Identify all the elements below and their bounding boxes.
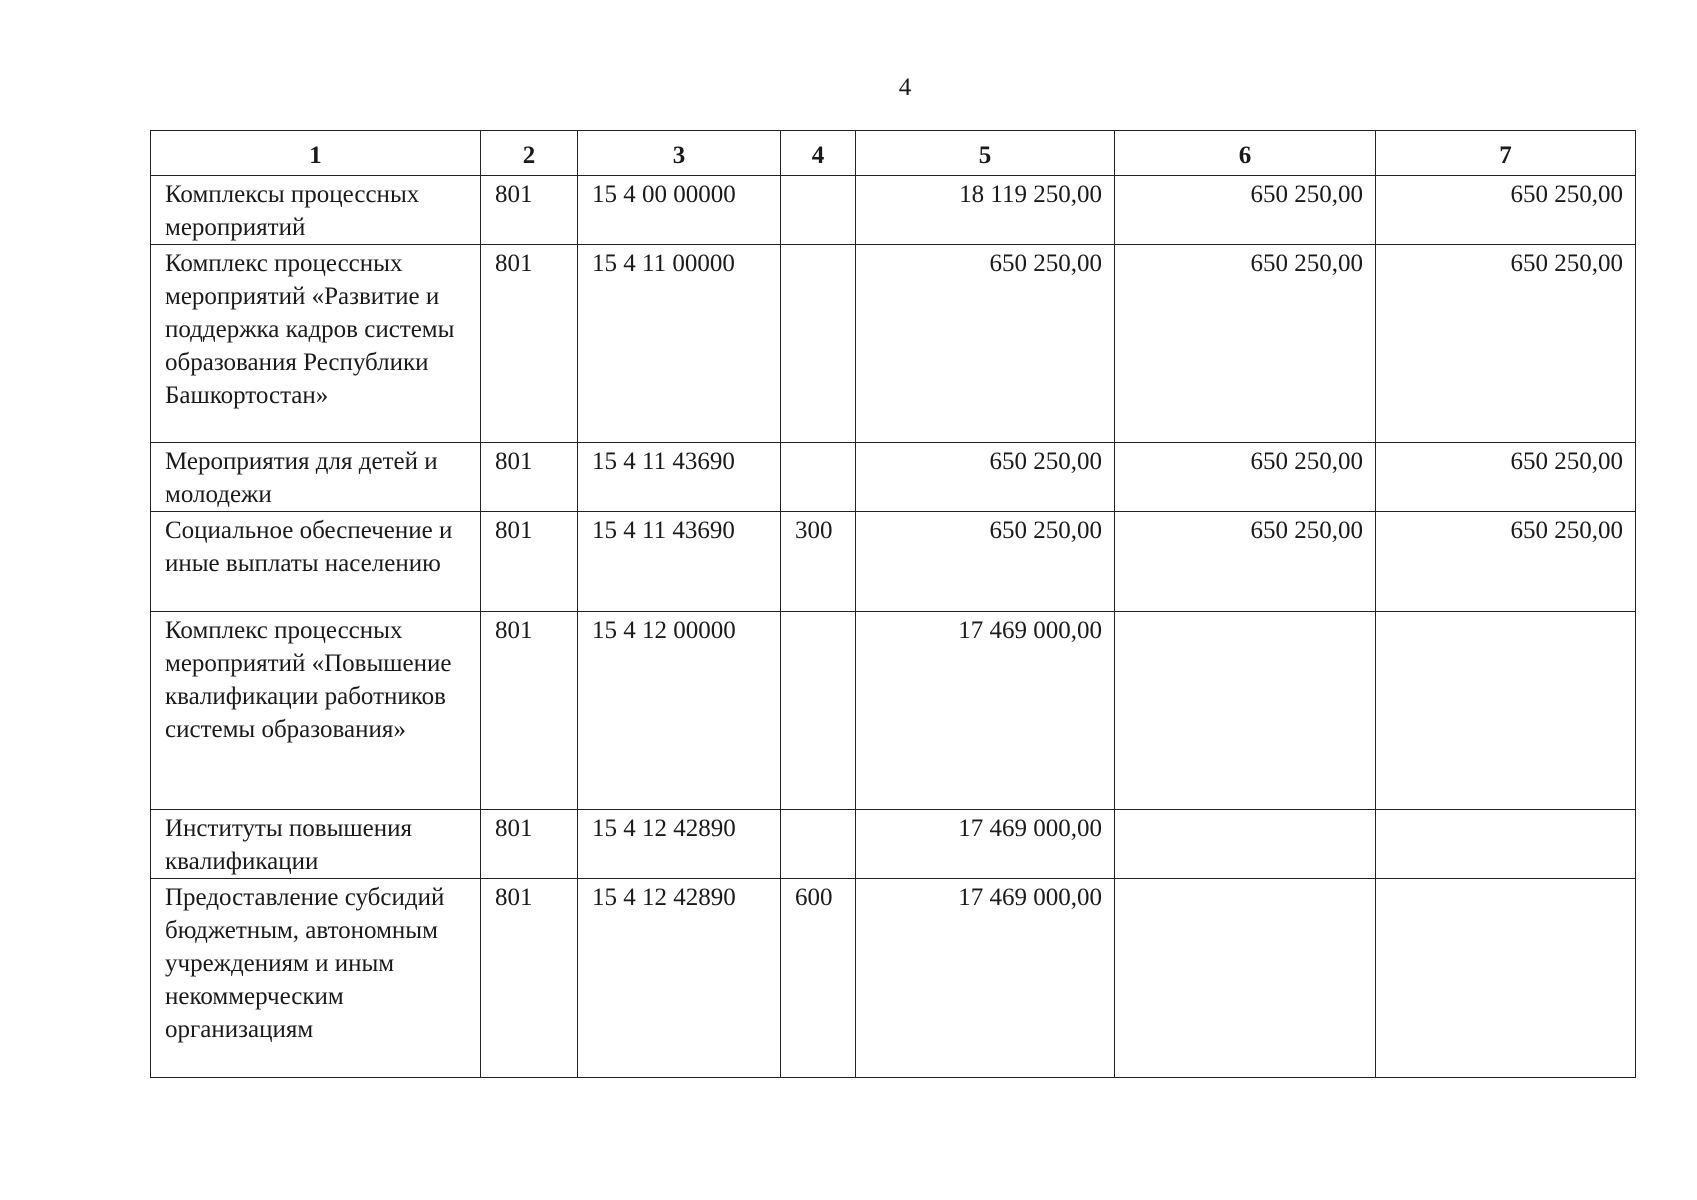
row-name: Комплекс процессных мероприятий «Повышение квалификации работников системы образования» [151,611,481,809]
header-row [151,131,1636,176]
row-amount-col7: 650 250,00 [1376,176,1636,245]
table-row [151,879,1636,1078]
row-target-article: 15 4 12 42890 [578,809,781,878]
row-amount-col7 [1376,611,1636,809]
row-target-article: 15 4 11 43690 [578,512,781,611]
row-expense-type [781,809,856,878]
header-cell-2: 2 [481,131,578,176]
row-name: Институты повышения квалификации [151,809,481,878]
row-code: 801 [481,611,578,809]
row-amount-col6: 650 250,00 [1115,176,1376,245]
header-cell-5: 5 [856,131,1115,176]
row-expense-type [781,611,856,809]
row-amount-col7: 650 250,00 [1376,512,1636,611]
row-amount-col6 [1115,611,1376,809]
row-amount-col5: 17 469 000,00 [856,809,1115,878]
row-expense-type [781,443,856,512]
row-target-article: 15 4 12 00000 [578,611,781,809]
row-code: 801 [481,879,578,1078]
row-code: 801 [481,176,578,245]
row-name: Мероприятия для детей и молодежи [151,443,481,512]
row-expense-type: 300 [781,512,856,611]
table-row [151,443,1636,512]
row-expense-type: 600 [781,879,856,1078]
table-row [151,512,1636,611]
header-cell-3: 3 [578,131,781,176]
row-amount-col7: 650 250,00 [1376,245,1636,443]
row-code: 801 [481,809,578,878]
header-cell-1: 1 [151,131,481,176]
row-amount-col5: 17 469 000,00 [856,879,1115,1078]
row-amount-col5: 650 250,00 [856,245,1115,443]
row-amount-col7 [1376,809,1636,878]
row-amount-col6: 650 250,00 [1115,512,1376,611]
header-cell-4: 4 [781,131,856,176]
row-amount-col5: 18 119 250,00 [856,176,1115,245]
row-expense-type [781,245,856,443]
table-row [151,245,1636,443]
row-expense-type [781,176,856,245]
row-amount-col5: 650 250,00 [856,443,1115,512]
row-target-article: 15 4 11 00000 [578,245,781,443]
row-amount-col6 [1115,879,1376,1078]
row-amount-col5: 650 250,00 [856,512,1115,611]
row-amount-col5: 17 469 000,00 [856,611,1115,809]
row-code: 801 [481,512,578,611]
table-row [151,611,1636,809]
table-row [151,176,1636,245]
row-amount-col7 [1376,879,1636,1078]
budget-table [150,130,1636,1078]
row-code: 801 [481,245,578,443]
header-cell-6: 6 [1115,131,1376,176]
row-amount-col6 [1115,809,1376,878]
row-name: Предоставление субсидий бюджетным, автономным учреждениям и иным некоммерческим организациям [151,879,481,1078]
row-name: Социальное обеспечение и иные выплаты населению [151,512,481,611]
row-amount-col6: 650 250,00 [1115,443,1376,512]
row-name: Комплекс процессных мероприятий «Развитие и поддержка кадров системы образования Республики Башкортостан» [151,245,481,443]
row-code: 801 [481,443,578,512]
row-target-article: 15 4 11 43690 [578,443,781,512]
table-row [151,809,1636,878]
row-amount-col7: 650 250,00 [1376,443,1636,512]
header-cell-7: 7 [1376,131,1636,176]
row-target-article: 15 4 12 42890 [578,879,781,1078]
row-target-article: 15 4 00 00000 [578,176,781,245]
row-amount-col6: 650 250,00 [1115,245,1376,443]
row-name: Комплексы процессных мероприятий [151,176,481,245]
page-number: 4 [898,74,912,101]
